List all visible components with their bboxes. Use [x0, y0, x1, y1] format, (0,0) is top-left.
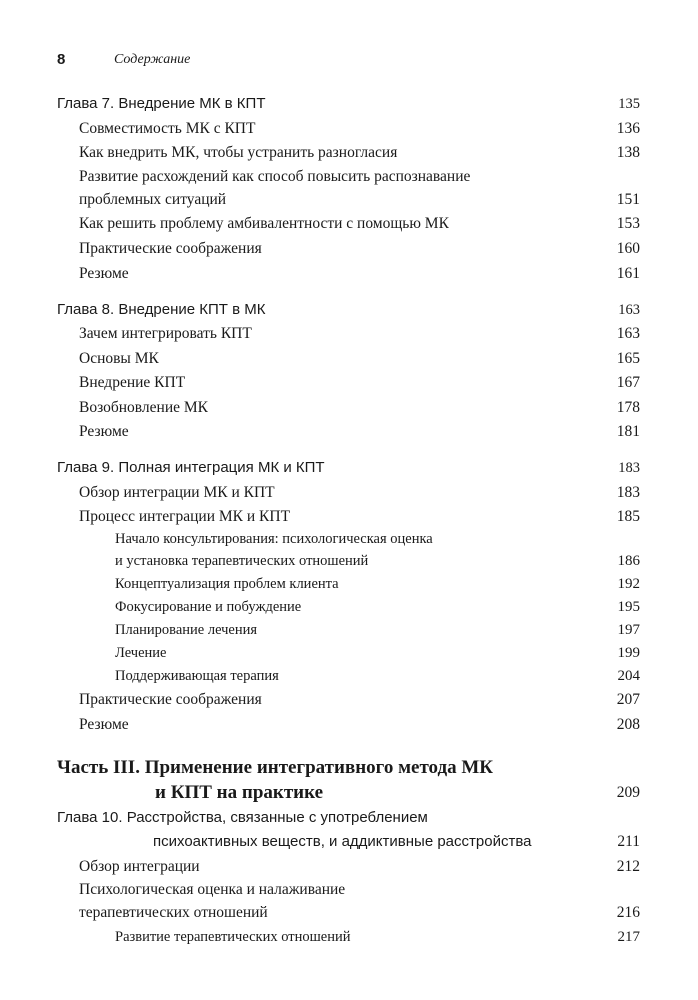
toc-entry [0, 551, 698, 571]
toc-entry [0, 239, 698, 259]
toc-page: 161 [616, 265, 640, 282]
toc-page: 208 [616, 716, 640, 733]
toc-page: 178 [616, 399, 640, 416]
toc-title: Глава 8. Внедрение КПТ в МК [57, 301, 266, 318]
toc-page: 197 [617, 622, 640, 638]
toc-page: 136 [616, 120, 640, 137]
toc-entry [0, 349, 698, 369]
toc-entry [0, 903, 698, 923]
toc-page: 211 [617, 833, 640, 850]
toc-title: Резюме [79, 716, 129, 733]
toc-title: Глава 9. Полная интеграция МК и КПТ [57, 459, 325, 476]
toc-title: Глава 7. Внедрение МК в КПТ [57, 95, 266, 112]
toc-entry [0, 167, 698, 187]
toc-title: Часть III. Применение интегративного метода МК [57, 757, 494, 778]
toc-page: 186 [617, 553, 640, 569]
toc-entry [0, 507, 698, 527]
toc-entry [0, 880, 698, 900]
toc-page: 160 [616, 240, 640, 257]
toc-title: Поддерживающая терапия [115, 668, 279, 684]
toc-title: Зачем интегрировать КПТ [79, 325, 252, 342]
toc-title: Обзор интеграции МК и КПТ [79, 484, 275, 501]
toc-entry [0, 643, 698, 663]
toc-entry-part-3 [0, 756, 698, 780]
toc-title: Возобновление МК [79, 399, 208, 416]
toc-entry [0, 119, 698, 139]
toc-title: Развитие терапевтических отношений [115, 929, 351, 945]
toc-title: терапевтических отношений [79, 904, 268, 921]
toc-title: Внедрение КПТ [79, 374, 186, 391]
toc-entry [0, 398, 698, 418]
toc-title: психоактивных веществ, и аддиктивные расстройства [153, 833, 532, 850]
toc-page: 138 [616, 144, 640, 161]
toc-title: Основы МК [79, 350, 159, 367]
toc-entry [0, 373, 698, 393]
toc-title: Лечение [115, 645, 167, 661]
toc-title: проблемных ситуаций [79, 191, 227, 208]
toc-title: Резюме [79, 423, 129, 440]
toc-entry [0, 690, 698, 710]
toc-entry [0, 190, 698, 210]
toc-title: Концептуализация проблем клиента [115, 576, 339, 592]
toc-entry [0, 857, 698, 877]
toc-entry-chapter-10 [0, 808, 698, 828]
toc-title: и КПТ на практике [155, 782, 324, 803]
toc-title: Обзор интеграции [79, 858, 200, 875]
toc-entry [0, 422, 698, 442]
toc-page: 151 [616, 191, 640, 208]
toc-title: Процесс интеграции МК и КПТ [79, 508, 291, 525]
toc-page: 185 [616, 508, 640, 525]
toc-entry [0, 324, 698, 344]
toc-page: 167 [616, 374, 640, 391]
running-head: Содержание [114, 52, 191, 67]
toc-entry [0, 529, 698, 549]
toc-page: 163 [616, 325, 640, 342]
toc-page: 135 [618, 96, 640, 112]
toc-page: 207 [616, 691, 640, 708]
toc-title: Совместимость МК с КПТ [79, 120, 256, 137]
toc-entry [0, 214, 698, 234]
toc-page: 153 [616, 215, 640, 232]
toc-title: Психологическая оценка и налаживание [79, 881, 346, 898]
toc-page: 204 [617, 668, 640, 684]
toc-page: 163 [618, 302, 640, 318]
toc-title: Глава 10. Расстройства, связанные с употреблением [57, 809, 428, 826]
toc-title: Практические соображения [79, 240, 262, 257]
toc-page: 181 [616, 423, 640, 440]
toc-entry-chapter-8 [0, 300, 698, 320]
toc-entry [0, 574, 698, 594]
toc-entry [0, 620, 698, 640]
toc-entry [0, 597, 698, 617]
toc-title: и установка терапевтических отношений [115, 553, 369, 569]
toc-title: Развитие расхождений как способ повысить распознавание [79, 168, 471, 185]
toc-page: 195 [617, 599, 640, 615]
toc-entry-chapter-9 [0, 458, 698, 478]
toc-entry [0, 715, 698, 735]
toc-page: 209 [616, 784, 640, 801]
toc-title: Начало консультирования: психологическая оценка [115, 531, 433, 547]
toc-page: 199 [617, 645, 640, 661]
toc-entry-chapter-7 [0, 94, 698, 114]
toc-title: Планирование лечения [115, 622, 258, 638]
toc-page: 183 [618, 460, 640, 476]
toc-page: 217 [617, 929, 640, 945]
toc-entry [0, 264, 698, 284]
toc-page: 216 [616, 904, 640, 921]
toc-page: 192 [617, 576, 640, 592]
toc-entry [0, 927, 698, 947]
toc-title: Как внедрить МК, чтобы устранить разногласия [79, 144, 398, 161]
toc-title: Как решить проблему амбивалентности с помощью МК [79, 215, 449, 232]
page-number: 8 [57, 51, 66, 68]
toc-entry-chapter-10-cont [0, 832, 698, 852]
toc-title: Практические соображения [79, 691, 262, 708]
toc-title: Резюме [79, 265, 129, 282]
toc-entry-part-3-cont [0, 781, 698, 805]
toc-page: 212 [616, 858, 640, 875]
toc-page: 183 [616, 484, 640, 501]
toc-page: 165 [616, 350, 640, 367]
toc-title: Фокусирование и побуждение [115, 599, 302, 615]
toc-entry [0, 143, 698, 163]
toc-entry [0, 483, 698, 503]
toc-entry [0, 666, 698, 686]
